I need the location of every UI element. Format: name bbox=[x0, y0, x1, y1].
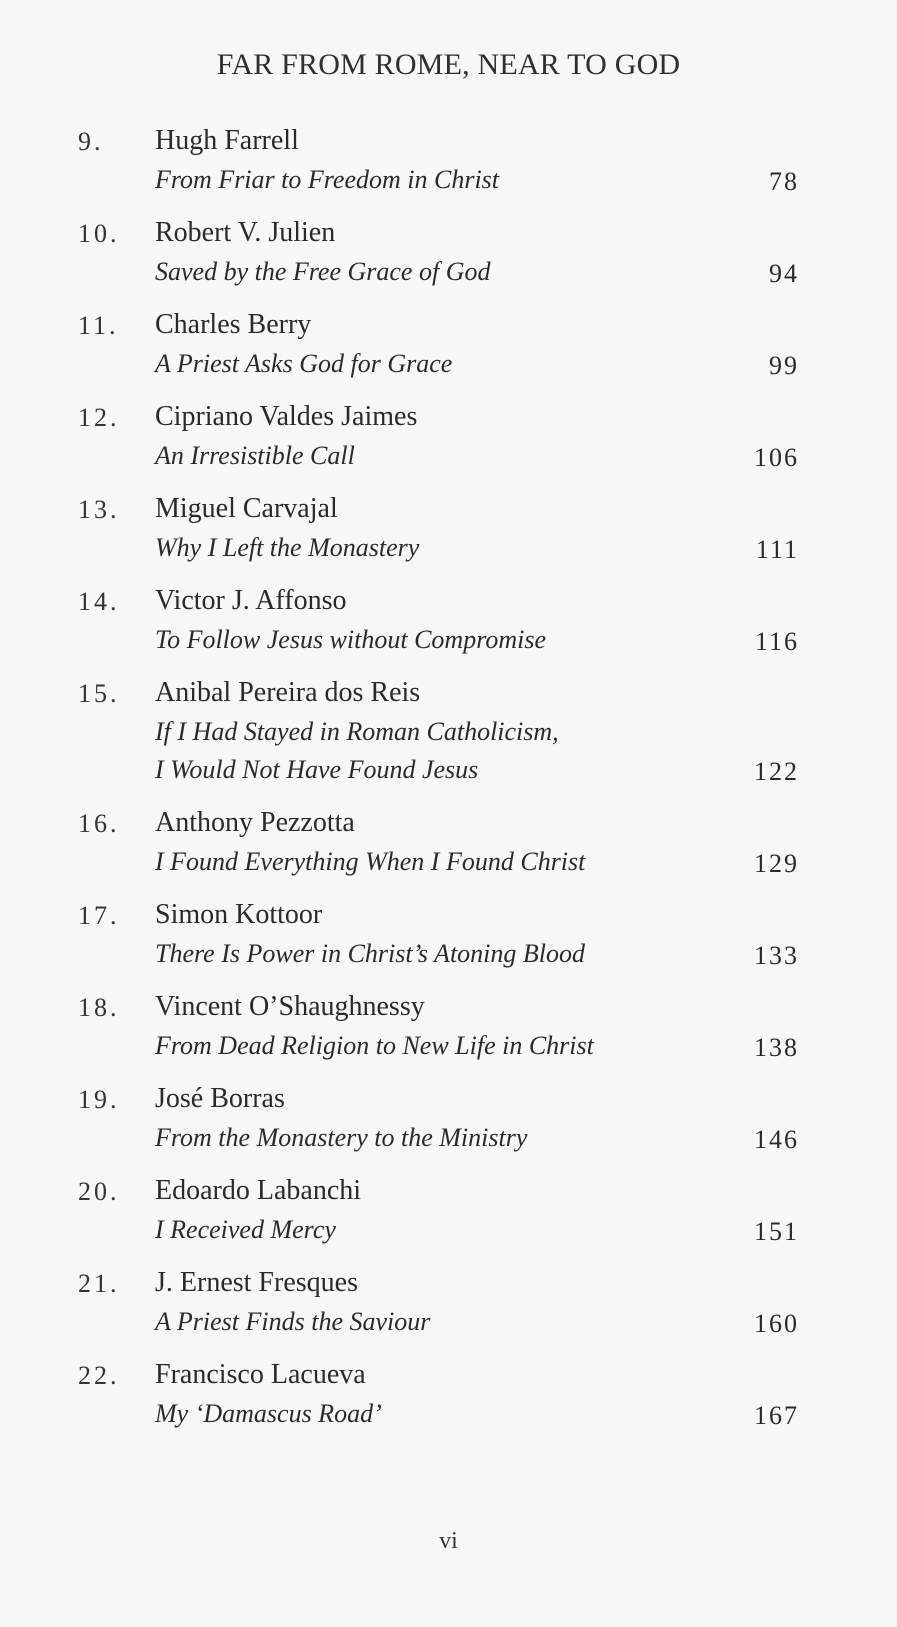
chapter-title: My ‘Damascus Road’ bbox=[155, 1399, 382, 1428]
chapter-title: I Would Not Have Found Jesus bbox=[155, 755, 479, 784]
chapter-author: Miguel Carvajal bbox=[155, 493, 338, 524]
chapter-page-number: 133 bbox=[754, 941, 799, 970]
chapter-author: Victor J. Affonso bbox=[155, 585, 347, 616]
chapter-page-number: 129 bbox=[754, 849, 799, 878]
chapter-number: 15. bbox=[78, 679, 120, 708]
chapter-page-number: 167 bbox=[754, 1401, 799, 1430]
chapter-number: 10. bbox=[78, 219, 120, 248]
chapter-author: Simon Kottoor bbox=[155, 899, 323, 930]
chapter-number: 11. bbox=[78, 311, 119, 340]
chapter-page-number: 146 bbox=[754, 1125, 799, 1154]
chapter-title: A Priest Finds the Saviour bbox=[155, 1307, 431, 1336]
chapter-title: There Is Power in Christ’s Atoning Blood bbox=[155, 939, 585, 968]
chapter-number: 18. bbox=[78, 993, 120, 1022]
running-head: FAR FROM ROME, NEAR TO GOD bbox=[216, 48, 681, 81]
chapter-page-number: 151 bbox=[754, 1217, 799, 1246]
chapter-author: Anthony Pezzotta bbox=[155, 807, 355, 838]
chapter-page-number: 122 bbox=[754, 757, 799, 786]
chapter-author: Cipriano Valdes Jaimes bbox=[155, 401, 418, 432]
chapter-number: 19. bbox=[78, 1085, 120, 1114]
chapter-number: 14. bbox=[78, 587, 120, 616]
chapter-page-number: 111 bbox=[755, 535, 799, 564]
page-folio: vi bbox=[439, 1528, 458, 1554]
chapter-page-number: 99 bbox=[769, 351, 799, 380]
chapter-title: I Found Everything When I Found Christ bbox=[155, 847, 586, 876]
chapter-title: From Dead Religion to New Life in Christ bbox=[155, 1031, 594, 1060]
chapter-title: If I Had Stayed in Roman Catholicism, bbox=[155, 717, 559, 746]
chapter-author: Robert V. Julien bbox=[155, 217, 336, 248]
chapter-page-number: 94 bbox=[769, 259, 799, 288]
chapter-author: Vincent O’Shaughnessy bbox=[155, 991, 425, 1022]
chapter-number: 13. bbox=[78, 495, 120, 524]
chapter-page-number: 160 bbox=[754, 1309, 799, 1338]
chapter-author: Hugh Farrell bbox=[155, 125, 299, 156]
chapter-title: Saved by the Free Grace of God bbox=[155, 257, 491, 286]
chapter-author: Charles Berry bbox=[155, 309, 312, 340]
chapter-author: José Borras bbox=[155, 1083, 285, 1114]
chapter-title: An Irresistible Call bbox=[155, 441, 355, 470]
chapter-number: 16. bbox=[78, 809, 120, 838]
chapter-number: 20. bbox=[78, 1177, 120, 1206]
chapter-title: Why I Left the Monastery bbox=[155, 533, 420, 562]
chapter-title: To Follow Jesus without Compromise bbox=[155, 625, 547, 654]
chapter-number: 9. bbox=[78, 127, 104, 156]
chapter-title: From the Monastery to the Ministry bbox=[155, 1123, 528, 1152]
chapter-page-number: 116 bbox=[754, 627, 799, 656]
chapter-title: From Friar to Freedom in Christ bbox=[155, 165, 500, 194]
chapter-title: I Received Mercy bbox=[155, 1215, 336, 1244]
chapter-author: Edoardo Labanchi bbox=[155, 1175, 362, 1206]
chapter-number: 17. bbox=[78, 901, 120, 930]
chapter-author: Francisco Lacueva bbox=[155, 1359, 366, 1390]
chapter-page-number: 138 bbox=[754, 1033, 799, 1062]
chapter-number: 22. bbox=[78, 1361, 120, 1390]
chapter-author: J. Ernest Fresques bbox=[155, 1267, 358, 1298]
chapter-page-number: 78 bbox=[769, 167, 799, 196]
chapter-title: A Priest Asks God for Grace bbox=[155, 349, 453, 378]
chapter-author: Anibal Pereira dos Reis bbox=[155, 677, 421, 708]
chapter-page-number: 106 bbox=[754, 443, 799, 472]
chapter-number: 12. bbox=[78, 403, 120, 432]
chapter-number: 21. bbox=[78, 1269, 120, 1298]
